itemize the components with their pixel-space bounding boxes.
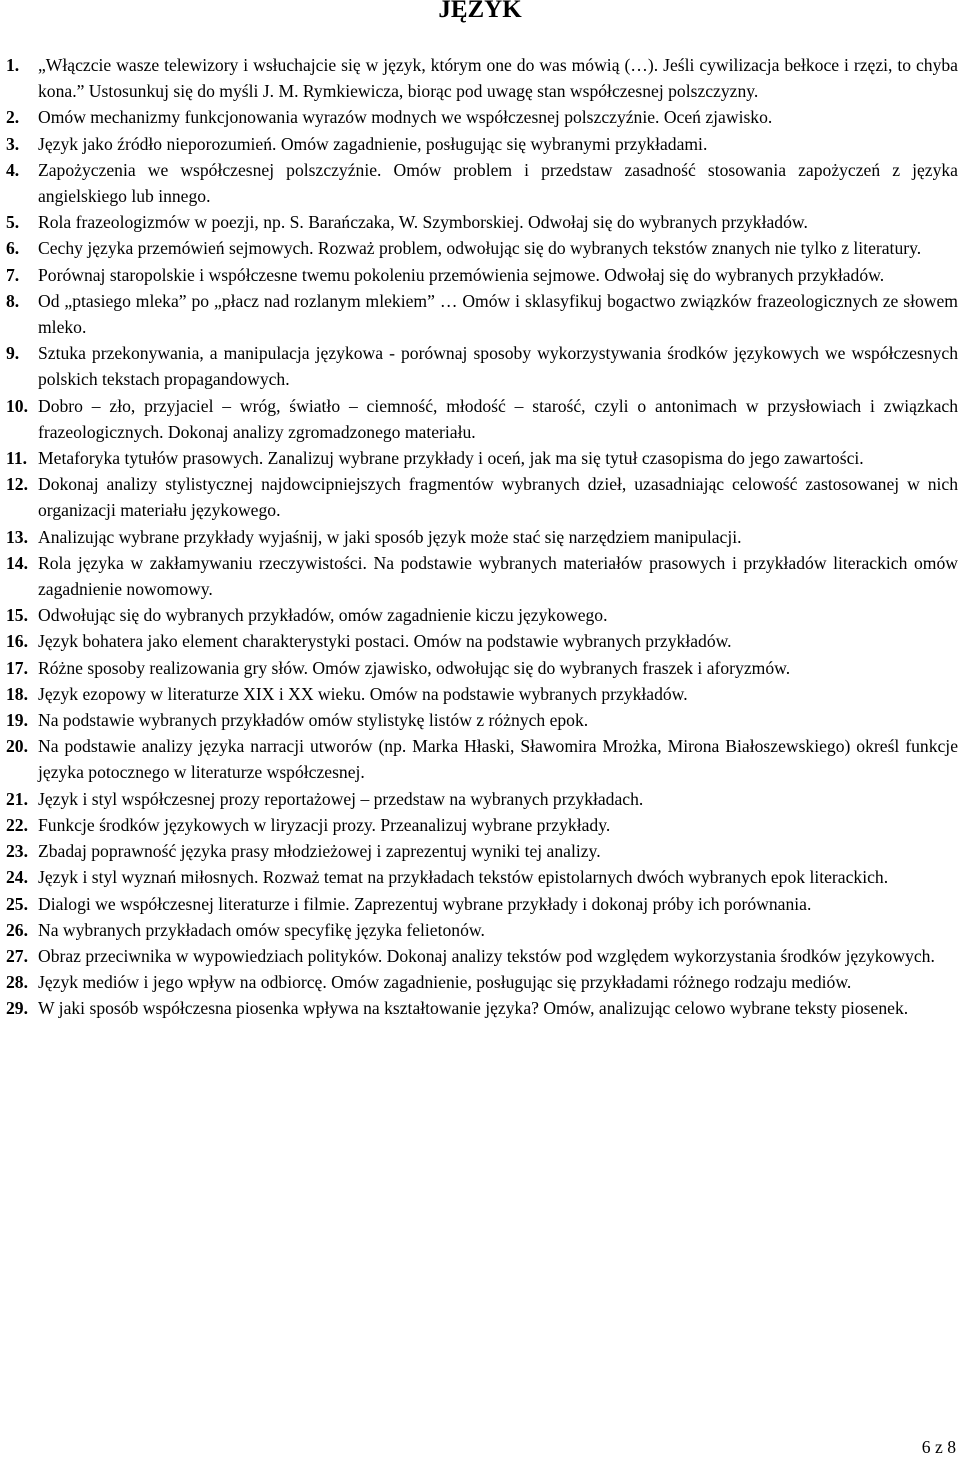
item-number: 9. [6, 343, 20, 364]
list-item [6, 917, 958, 943]
item-text: Metaforyka tytułów prasowych. Zanalizuj wybrane przykłady i oceń, jak ma się tytuł czasopisma do jego zawartości. [38, 448, 864, 469]
item-text: Obraz przeciwnika w wypowiedziach polityków. Dokonaj analizy tekstów pod względem wykorzystania środków językowych. [38, 945, 935, 966]
item-number: 14. [6, 552, 28, 573]
item-text: Język i styl wyznań miłosnych. Rozważ temat na przykładach tekstów epistolarnych dwóch wybranych epok literackich. [38, 867, 889, 888]
item-number: 28. [6, 972, 28, 993]
page-title: JĘZYK [438, 0, 522, 23]
list-item [6, 655, 958, 681]
item-number: 24. [6, 867, 28, 888]
item-text: Język ezopowy w literaturze XIX i XX wieku. Omów na podstawie wybranych przykładów. [38, 683, 688, 704]
list-item [6, 891, 958, 917]
item-text: Rola frazeologizmów w poezji, np. S. Barańczaka, W. Szymborskiej. Odwołaj się do wybranych przykładów. [38, 212, 808, 233]
list-item [6, 733, 958, 785]
list-item [6, 340, 958, 392]
item-text: Język jako źródło nieporozumień. Omów zagadnienie, posługując się wybranymi przykładami. [38, 133, 708, 154]
list-item [6, 707, 958, 733]
item-text: Rola języka w zakłamywaniu rzeczywistości. Na podstawie wybranych materiałów prasowych i przykładów literackich omów zagadnienie nowomowy. [38, 552, 958, 600]
item-number: 12. [6, 474, 28, 495]
item-number: 21. [6, 788, 28, 809]
item-number: 13. [6, 526, 28, 547]
item-number: 7. [6, 264, 20, 285]
list-item [6, 524, 958, 550]
item-text: Różne sposoby realizowania gry słów. Omów zjawisko, odwołując się do wybranych fraszek i aforyzmów. [38, 657, 791, 678]
list-item [6, 471, 958, 523]
item-text: Analizując wybrane przykłady wyjaśnij, w jaki sposób język może stać się narzędziem manipulacji. [38, 526, 742, 547]
list-item [6, 602, 958, 628]
item-number: 25. [6, 893, 28, 914]
list-item [6, 393, 958, 445]
list-item [6, 288, 958, 340]
item-text: Na podstawie wybranych przykładów omów stylistykę listów z różnych epok. [38, 710, 589, 731]
item-text: Porównaj staropolskie i współczesne twemu pokoleniu przemówienia sejmowe. Odwołaj się do wybranych przykładów. [38, 264, 885, 285]
page-number: 6 z 8 [921, 1437, 956, 1457]
item-number: 15. [6, 605, 28, 626]
list-item [6, 786, 958, 812]
list-item [6, 969, 958, 995]
list-item [6, 209, 958, 235]
item-text: Język bohatera jako element charakterystyki postaci. Omów na podstawie wybranych przykładów. [38, 631, 732, 652]
item-number: 10. [6, 395, 28, 416]
list-item [6, 262, 958, 288]
item-number: 26. [6, 919, 28, 940]
item-number: 8. [6, 290, 20, 311]
item-text: Omów mechanizmy funkcjonowania wyrazów modnych we współczesnej polszczyźnie. Oceń zjawisko. [38, 107, 773, 128]
item-number: 22. [6, 814, 28, 835]
item-text: „Włączcie wasze telewizory i wsłuchajcie się w język, którym one do was mówią (…). Jeśli cywilizacja bełkoce i rzęzi, to chyba kona.” Ustosunkuj się do myśli J. M. Rymkiewicza, biorąc pod uwagę stan współczesnej polszczyzny. [38, 55, 958, 102]
item-text: Od „ptasiego mleka” po „płacz nad rozlanym mlekiem” … Omów i sklasyfikuj bogactwo związków frazeologicznych ze słowem mleko. [38, 290, 958, 338]
list-item [6, 943, 958, 969]
list-item [6, 995, 958, 1021]
list-item [6, 445, 958, 471]
item-text: W jaki sposób współczesna piosenka wpływa na kształtowanie języka? Omów, analizując celowo wybrane teksty piosenek. [38, 998, 909, 1019]
item-number: 3. [6, 133, 20, 154]
item-number: 23. [6, 841, 28, 862]
list-item [6, 628, 958, 654]
item-text: Dobro – zło, przyjaciel – wróg, światło – ciemność, młodość – starość, czyli o antonimach w przysłowiach i związkach frazeologicznych. Dokonaj analizy zgromadzonego materiału. [38, 395, 958, 442]
item-text: Zbadaj poprawność języka prasy młodzieżowej i zaprezentuj wyniki tej analizy. [38, 841, 601, 862]
list-item [6, 681, 958, 707]
item-number: 11. [6, 448, 28, 469]
item-text: Na podstawie analizy języka narracji utworów (np. Marka Hłaski, Sławomira Mrożka, Mirona Białoszewskiego) określ funkcje języka potocznego w literaturze współczesnej. [38, 736, 958, 783]
item-text: Funkcje środków językowych w liryzacji prozy. Przeanalizuj wybrane przykłady. [38, 814, 611, 835]
item-number: 17. [6, 657, 28, 678]
topic-list [6, 52, 958, 1022]
item-number: 27. [6, 945, 28, 966]
item-number: 29. [6, 998, 28, 1019]
list-item [6, 864, 958, 890]
item-number: 6. [6, 238, 20, 259]
list-item [6, 104, 958, 130]
item-text: Sztuka przekonywania, a manipulacja językowa - porównaj sposoby wykorzystywania środków językowych we współczesnych polskich tekstach propagandowych. [38, 343, 958, 390]
item-number: 2. [6, 107, 20, 128]
item-text: Język mediów i jego wpływ na odbiorcę. Omów zagadnienie, posługując się przykładami różnego rodzaju mediów. [38, 972, 852, 993]
item-number: 20. [6, 736, 28, 757]
list-item [6, 235, 958, 261]
list-item [6, 838, 958, 864]
item-number: 18. [6, 683, 28, 704]
item-number: 4. [6, 159, 20, 180]
item-number: 16. [6, 631, 28, 652]
item-text: Dokonaj analizy stylistycznej najdowcipniejszych fragmentów wybranych dzieł, uzasadniając celowość zastosowanej w nich organizacji materiału językowego. [38, 474, 958, 521]
item-number: 5. [6, 212, 20, 233]
item-text: Cechy języka przemówień sejmowych. Rozważ problem, odwołując się do wybranych tekstów znanych nie tylko z literatury. [38, 238, 922, 259]
list-item [6, 812, 958, 838]
list-item [6, 52, 958, 104]
item-number: 1. [6, 55, 20, 75]
item-number: 19. [6, 710, 28, 731]
list-item [6, 131, 958, 157]
item-text: Dialogi we współczesnej literaturze i filmie. Zaprezentuj wybrane przykłady i dokonaj próby ich porównania. [38, 893, 812, 914]
item-text: Na wybranych przykładach omów specyfikę języka felietonów. [38, 919, 485, 940]
list-item [6, 157, 958, 209]
item-text: Odwołując się do wybranych przykładów, omów zagadnienie kiczu językowego. [38, 605, 608, 626]
item-text: Zapożyczenia we współczesnej polszczyźnie. Omów problem i przedstaw zasadność stosowania zapożyczeń z języka angielskiego lub innego. [38, 159, 958, 207]
item-text: Język i styl współczesnej prozy reportażowej – przedstaw na wybranych przykładach. [38, 788, 644, 809]
list-item [6, 550, 958, 602]
